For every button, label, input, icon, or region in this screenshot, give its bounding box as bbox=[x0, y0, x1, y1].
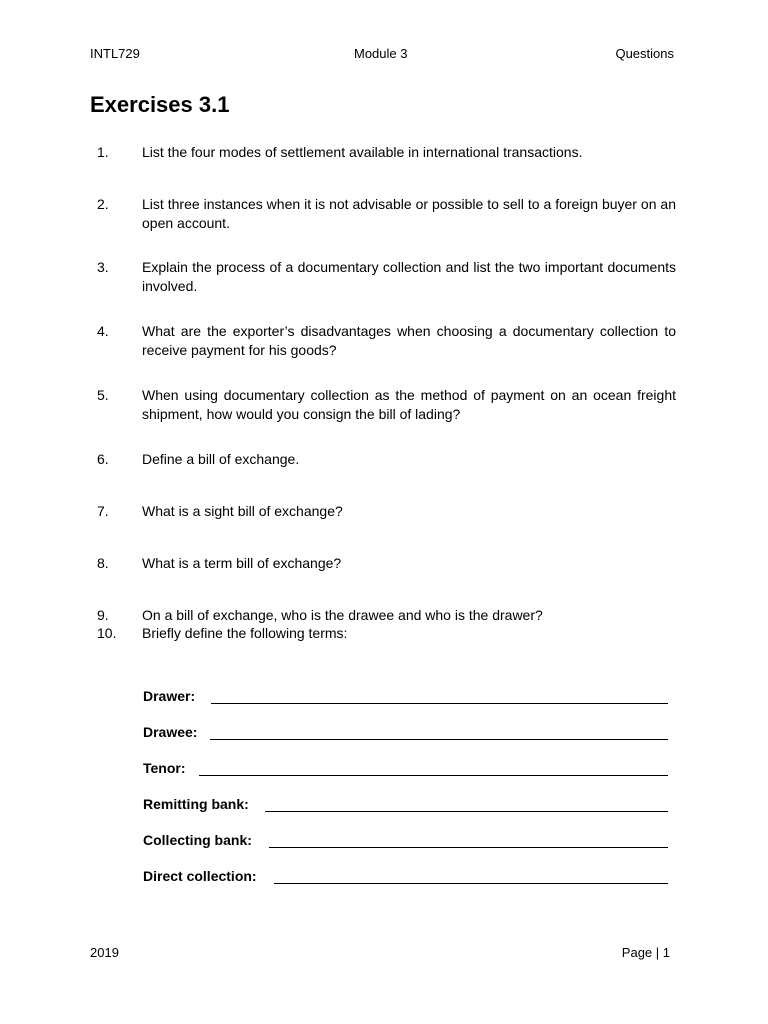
term-row-tenor bbox=[143, 759, 671, 777]
footer-year: 2019 bbox=[90, 945, 119, 960]
page-number: Page | 1 bbox=[621, 945, 670, 960]
term-row-remitting-bank bbox=[143, 795, 671, 813]
page-title: Exercises 3.1 bbox=[90, 92, 230, 117]
question-text: List three instances when it is not advisable or possible to sell to a foreign buyer on an open account. bbox=[142, 196, 676, 231]
question-number: 3. bbox=[97, 259, 109, 275]
question-item bbox=[97, 606, 676, 625]
question-number: 2. bbox=[97, 196, 109, 212]
question-text: When using documentary collection as the method of payment on an ocean freight shipment, how would you consign the bill of lading? bbox=[142, 387, 676, 422]
question-number: 6. bbox=[97, 451, 109, 467]
term-row-direct-collection bbox=[143, 867, 671, 885]
question-item bbox=[97, 143, 676, 162]
question-text: Briefly define the following terms: bbox=[142, 625, 348, 641]
question-text: List the four modes of settlement available in international transactions. bbox=[142, 144, 583, 160]
question-text: What is a term bill of exchange? bbox=[142, 555, 342, 571]
term-row-drawee bbox=[143, 723, 671, 741]
question-item bbox=[97, 450, 676, 469]
course-code: INTL729 bbox=[90, 46, 140, 61]
answer-blank-line[interactable] bbox=[265, 811, 668, 812]
term-label: Drawee: bbox=[143, 724, 198, 740]
answer-blank-line[interactable] bbox=[211, 703, 668, 704]
term-label: Tenor: bbox=[143, 760, 186, 776]
question-item bbox=[97, 502, 676, 521]
question-item bbox=[97, 258, 676, 295]
answer-blank-line[interactable] bbox=[269, 847, 668, 848]
term-label: Drawer: bbox=[143, 688, 196, 704]
question-number: 9. bbox=[97, 607, 109, 623]
term-row-drawer bbox=[143, 687, 671, 705]
page-header bbox=[90, 46, 674, 62]
term-label: Remitting bank: bbox=[143, 796, 249, 812]
term-label: Collecting bank: bbox=[143, 832, 252, 848]
question-number: 10. bbox=[97, 625, 117, 641]
question-text: Explain the process of a documentary collection and list the two important documents involved. bbox=[142, 259, 676, 294]
question-item bbox=[97, 322, 676, 359]
question-text: Define a bill of exchange. bbox=[142, 451, 300, 467]
question-item bbox=[97, 386, 676, 423]
question-number: 8. bbox=[97, 555, 109, 571]
question-number: 7. bbox=[97, 503, 109, 519]
page-footer bbox=[90, 945, 670, 961]
question-text: What are the exporter’s disadvantages when choosing a documentary collection to receive payment for his goods? bbox=[142, 323, 676, 358]
question-text: On a bill of exchange, who is the drawee and who is the drawer? bbox=[142, 607, 543, 623]
question-item bbox=[97, 195, 676, 232]
question-number: 1. bbox=[97, 144, 109, 160]
term-label: Direct collection: bbox=[143, 868, 257, 884]
term-row-collecting-bank bbox=[143, 831, 671, 849]
answer-blank-line[interactable] bbox=[274, 883, 668, 884]
question-item bbox=[97, 624, 676, 643]
answer-blank-line[interactable] bbox=[199, 775, 668, 776]
section-label: Questions bbox=[615, 46, 674, 61]
question-number: 5. bbox=[97, 387, 109, 403]
question-text: What is a sight bill of exchange? bbox=[142, 503, 343, 519]
answer-blank-line[interactable] bbox=[210, 739, 668, 740]
module-label: Module 3 bbox=[354, 46, 408, 61]
question-item bbox=[97, 554, 676, 573]
question-number: 4. bbox=[97, 323, 109, 339]
